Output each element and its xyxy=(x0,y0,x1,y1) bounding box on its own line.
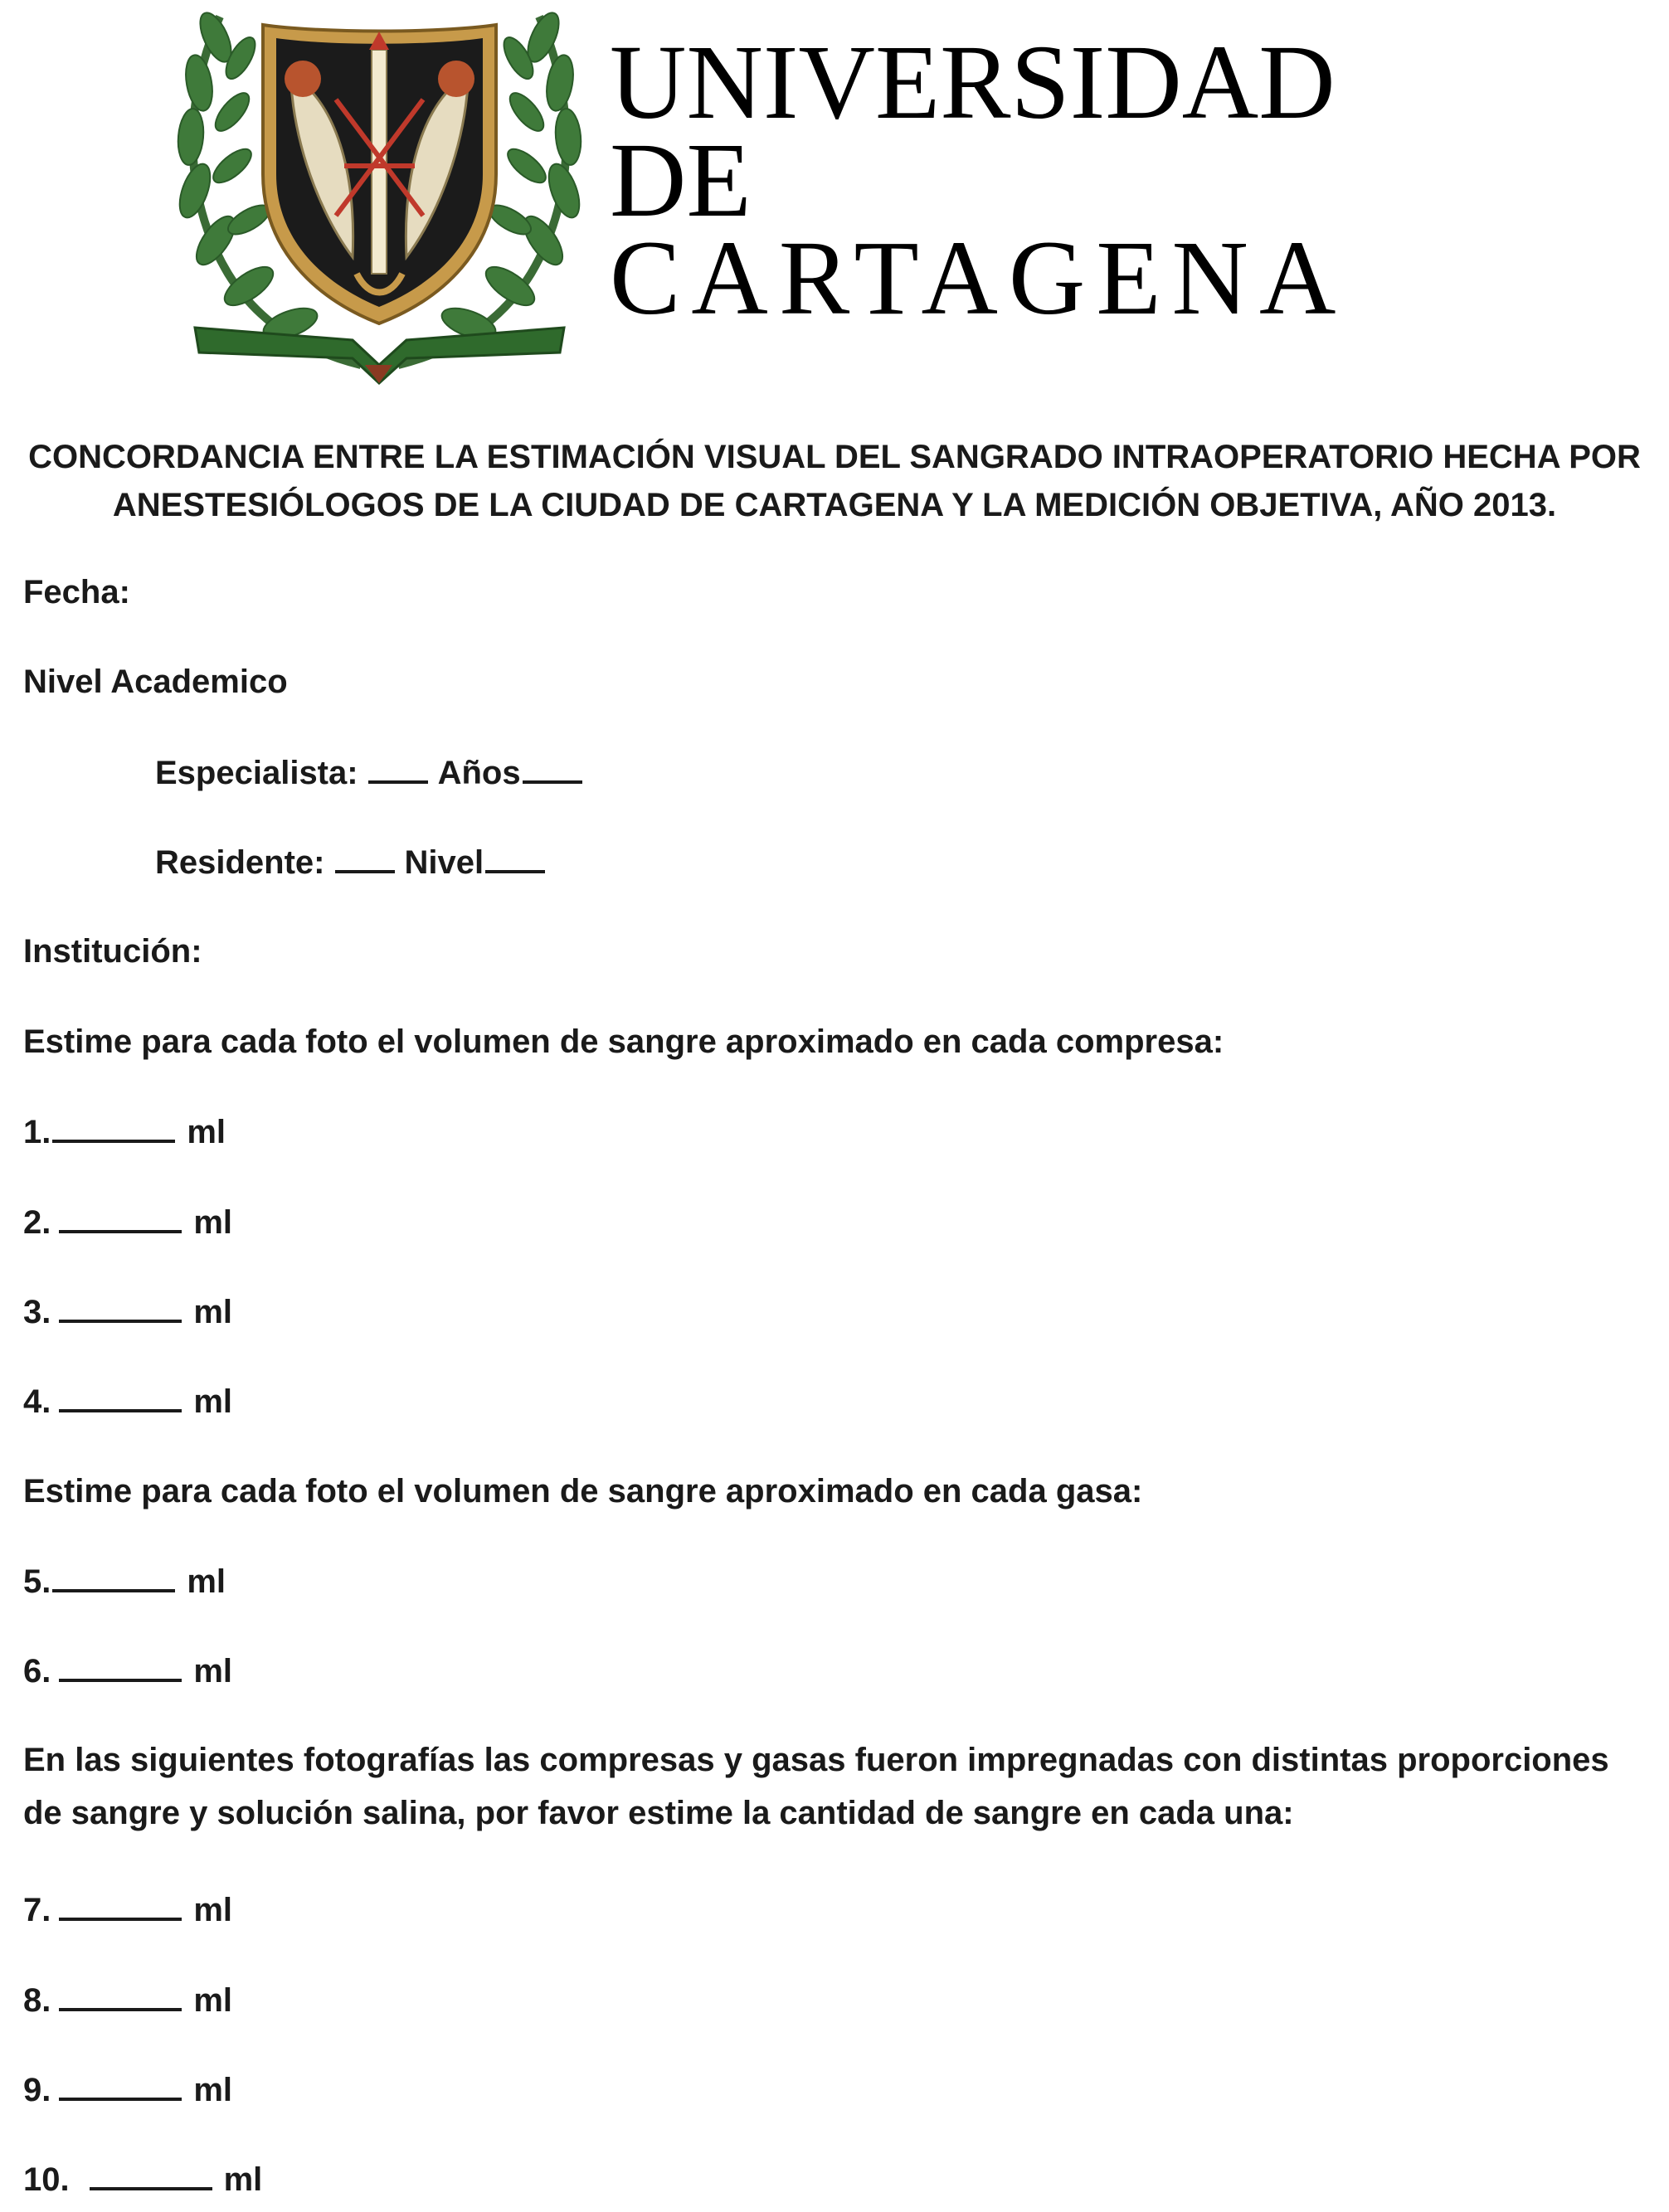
answer-row-2 xyxy=(23,1202,232,1242)
answer-blank-1[interactable] xyxy=(52,1111,175,1143)
answer-blank-3[interactable] xyxy=(59,1291,182,1323)
item-number: 10. xyxy=(23,2161,70,2198)
answer-row-5 xyxy=(23,1561,226,1602)
logo-line-universidad: UNIVERSIDAD xyxy=(610,23,1336,141)
unit-label: ml xyxy=(187,1114,226,1150)
item-number: 6. xyxy=(23,1653,51,1689)
especialista-row xyxy=(155,752,582,793)
university-name-logo xyxy=(610,23,1347,337)
residente-row xyxy=(155,842,545,882)
answer-row-6 xyxy=(23,1650,232,1691)
answer-row-1 xyxy=(23,1111,226,1152)
unit-label: ml xyxy=(193,1982,233,2019)
university-crest-logo xyxy=(170,0,589,386)
answer-blank-6[interactable] xyxy=(59,1650,182,1682)
answer-blank-7[interactable] xyxy=(59,1889,182,1921)
residente-blank[interactable] xyxy=(335,842,395,873)
answer-row-7 xyxy=(23,1889,232,1930)
especialista-blank[interactable] xyxy=(368,752,428,784)
answer-row-10 xyxy=(23,2159,262,2200)
answer-row-9 xyxy=(23,2069,232,2110)
item-number: 9. xyxy=(23,2072,51,2108)
residente-label: Residente: xyxy=(155,844,325,881)
answer-blank-2[interactable] xyxy=(59,1202,182,1233)
item-number: 8. xyxy=(23,1982,51,2019)
item-number: 3. xyxy=(23,1294,51,1330)
title-line-1: CONCORDANCIA ENTRE LA ESTIMACIÓN VISUAL DEL SANGRADO INTRAOPERATORIO HECHA POR xyxy=(28,439,1641,475)
answer-blank-9[interactable] xyxy=(59,2069,182,2101)
answer-row-8 xyxy=(23,1980,232,2020)
answer-blank-8[interactable] xyxy=(59,1980,182,2011)
logo-line-cartagena: CARTAGENA xyxy=(610,219,1347,337)
item-number: 1. xyxy=(23,1114,51,1150)
instruction-mixed-line-1: En las siguientes fotografías las compresas y gasas fueron impregnadas con distintas proporciones xyxy=(23,1742,1609,1778)
unit-label: ml xyxy=(223,2161,263,2198)
answer-row-4 xyxy=(23,1381,232,1422)
institucion-label: Institución: xyxy=(23,933,202,970)
item-number: 2. xyxy=(23,1204,51,1241)
anos-blank[interactable] xyxy=(523,752,582,784)
instruction-compresas: Estime para cada foto el volumen de sangre aproximado en cada compresa: xyxy=(23,1023,1224,1060)
answer-blank-10[interactable] xyxy=(90,2159,212,2190)
unit-label: ml xyxy=(193,1204,233,1241)
shield-icon xyxy=(263,25,496,323)
instruction-gasas: Estime para cada foto el volumen de sangre aproximado en cada gasa: xyxy=(23,1473,1143,1510)
anos-label: Años xyxy=(437,755,521,791)
title-line-2: ANESTESIÓLOGOS DE LA CIUDAD DE CARTAGENA Y LA MEDICIÓN OBJETIVA, AÑO 2013. xyxy=(112,487,1557,523)
nivel-label: Nivel xyxy=(404,844,484,881)
answer-row-3 xyxy=(23,1291,232,1332)
unit-label: ml xyxy=(193,1892,233,1928)
nivel-blank[interactable] xyxy=(485,842,545,873)
unit-label: ml xyxy=(193,1294,233,1330)
unit-label: ml xyxy=(193,1383,233,1420)
document-title xyxy=(17,433,1652,529)
fecha-label: Fecha: xyxy=(23,574,130,610)
item-number: 7. xyxy=(23,1892,51,1928)
unit-label: ml xyxy=(187,1563,226,1600)
especialista-label: Especialista: xyxy=(155,755,358,791)
unit-label: ml xyxy=(193,2072,233,2108)
instruction-mixed xyxy=(23,1733,1649,1840)
nivel-academico-label: Nivel Academico xyxy=(23,664,288,700)
item-number: 4. xyxy=(23,1383,51,1420)
unit-label: ml xyxy=(193,1653,233,1689)
item-number: 5. xyxy=(23,1563,51,1600)
logo-line-de: DE xyxy=(610,121,752,239)
answer-blank-5[interactable] xyxy=(52,1561,175,1592)
answer-blank-4[interactable] xyxy=(59,1381,182,1412)
instruction-mixed-line-2: de sangre y solución salina, por favor estime la cantidad de sangre en cada una: xyxy=(23,1795,1294,1831)
